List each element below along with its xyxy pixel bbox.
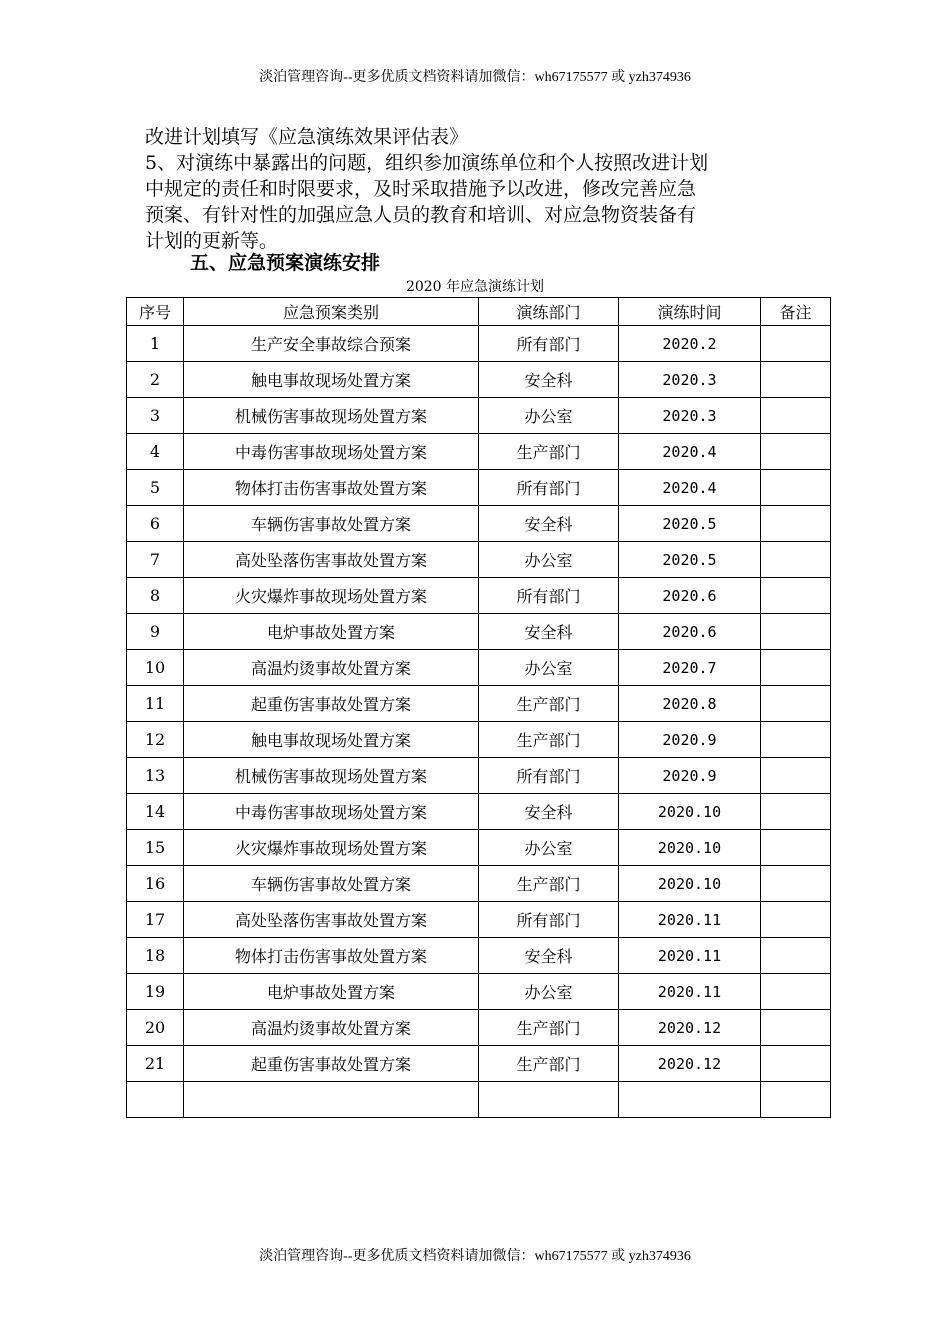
cell-time: 2020.3 [619, 398, 761, 434]
cell-no: 14 [127, 794, 184, 830]
cell-remark [761, 938, 831, 974]
cell-department: 安全科 [479, 506, 619, 542]
table-caption: 2020 年应急演练计划 [405, 279, 545, 295]
cell-category: 生产安全事故综合预案 [184, 326, 479, 362]
cell-remark [761, 866, 831, 902]
cell-time: 2020.4 [619, 470, 761, 506]
table-row [127, 722, 831, 758]
cell-remark [761, 434, 831, 470]
cell-time: 2020.7 [619, 650, 761, 686]
cell-department: 生产部门 [479, 434, 619, 470]
cell-no: 21 [127, 1046, 184, 1082]
body-line: 中规定的责任和时限要求，及时采取措施予以改进，修改完善应急 [145, 178, 697, 200]
table-row [127, 470, 831, 506]
cell-remark [761, 542, 831, 578]
cell-time: 2020.4 [619, 434, 761, 470]
cell-time: 2020.5 [619, 506, 761, 542]
body-line: 预案、有针对性的加强应急人员的教育和培训、对应急物资装备有 [145, 204, 697, 226]
header-cell-remark: 备注 [761, 298, 831, 326]
cell-department: 安全科 [479, 614, 619, 650]
cell-time: 2020.3 [619, 362, 761, 398]
cell-time: 2020.9 [619, 758, 761, 794]
cell-no: 9 [127, 614, 184, 650]
cell-remark [761, 614, 831, 650]
cell-time [619, 1082, 761, 1118]
cell-category: 高处坠落伤害事故处置方案 [184, 542, 479, 578]
cell-time: 2020.2 [619, 326, 761, 362]
cell-no: 4 [127, 434, 184, 470]
cell-remark [761, 470, 831, 506]
table-row [127, 758, 831, 794]
table-row [127, 326, 831, 362]
cell-no: 18 [127, 938, 184, 974]
cell-remark [761, 650, 831, 686]
cell-time: 2020.10 [619, 866, 761, 902]
table-row [127, 938, 831, 974]
cell-time: 2020.6 [619, 578, 761, 614]
cell-category [184, 1082, 479, 1118]
cell-time: 2020.11 [619, 974, 761, 1010]
table-row [127, 686, 831, 722]
cell-category: 高温灼烫事故处置方案 [184, 650, 479, 686]
cell-category: 物体打击伤害事故处置方案 [184, 938, 479, 974]
cell-department: 所有部门 [479, 758, 619, 794]
cell-category: 物体打击伤害事故处置方案 [184, 470, 479, 506]
cell-no: 15 [127, 830, 184, 866]
cell-no: 20 [127, 1010, 184, 1046]
cell-department: 所有部门 [479, 578, 619, 614]
cell-no [127, 1082, 184, 1118]
cell-department: 生产部门 [479, 1046, 619, 1082]
cell-department: 办公室 [479, 830, 619, 866]
cell-category: 触电事故现场处置方案 [184, 722, 479, 758]
body-line: 5、对演练中暴露出的问题，组织参加演练单位和个人按照改进计划 [145, 152, 709, 174]
cell-remark [761, 362, 831, 398]
cell-remark [761, 326, 831, 362]
cell-department: 安全科 [479, 794, 619, 830]
cell-department: 生产部门 [479, 722, 619, 758]
header-cell-category: 应急预案类别 [184, 298, 479, 326]
cell-department: 所有部门 [479, 470, 619, 506]
cell-department: 办公室 [479, 974, 619, 1010]
cell-remark [761, 1010, 831, 1046]
body-text [145, 124, 815, 254]
cell-department [479, 1082, 619, 1118]
section-heading: 五、应急预案演练安排 [190, 252, 381, 274]
cell-department: 安全科 [479, 362, 619, 398]
table-row [127, 362, 831, 398]
body-line: 改进计划填写《应急演练效果评估表》 [145, 126, 469, 148]
cell-category: 中毒伤害事故现场处置方案 [184, 794, 479, 830]
page-header: 淡泊管理咨询--更多优质文档资料请加微信：wh67175577 或 yzh374936 [259, 70, 691, 85]
cell-no: 10 [127, 650, 184, 686]
table-header-row [127, 298, 831, 326]
cell-no: 19 [127, 974, 184, 1010]
page-footer: 淡泊管理咨询--更多优质文档资料请加微信：wh67175577 或 yzh374936 [259, 1249, 691, 1264]
cell-no: 17 [127, 902, 184, 938]
table-row [127, 434, 831, 470]
cell-remark [761, 1082, 831, 1118]
table-row [127, 398, 831, 434]
cell-no: 5 [127, 470, 184, 506]
header-cell-no: 序号 [127, 298, 184, 326]
cell-time: 2020.9 [619, 722, 761, 758]
cell-time: 2020.12 [619, 1010, 761, 1046]
cell-time: 2020.5 [619, 542, 761, 578]
cell-category: 机械伤害事故现场处置方案 [184, 398, 479, 434]
cell-category: 火灾爆炸事故现场处置方案 [184, 830, 479, 866]
table-row [127, 1046, 831, 1082]
cell-no: 12 [127, 722, 184, 758]
cell-time: 2020.6 [619, 614, 761, 650]
cell-remark [761, 758, 831, 794]
cell-remark [761, 1046, 831, 1082]
cell-department: 生产部门 [479, 1010, 619, 1046]
cell-category: 车辆伤害事故处置方案 [184, 866, 479, 902]
cell-no: 16 [127, 866, 184, 902]
cell-category: 高温灼烫事故处置方案 [184, 1010, 479, 1046]
table-row [127, 506, 831, 542]
cell-remark [761, 686, 831, 722]
cell-category: 电炉事故处置方案 [184, 614, 479, 650]
cell-remark [761, 794, 831, 830]
cell-no: 11 [127, 686, 184, 722]
drill-plan-table [126, 297, 831, 1118]
cell-category: 高处坠落伤害事故处置方案 [184, 902, 479, 938]
cell-no: 3 [127, 398, 184, 434]
cell-time: 2020.8 [619, 686, 761, 722]
cell-time: 2020.11 [619, 902, 761, 938]
table-row [127, 650, 831, 686]
header-cell-department: 演练部门 [479, 298, 619, 326]
cell-remark [761, 974, 831, 1010]
cell-remark [761, 830, 831, 866]
cell-remark [761, 902, 831, 938]
cell-category: 中毒伤害事故现场处置方案 [184, 434, 479, 470]
table-row [127, 614, 831, 650]
cell-remark [761, 578, 831, 614]
cell-remark [761, 398, 831, 434]
cell-category: 起重伤害事故处置方案 [184, 1046, 479, 1082]
cell-department: 生产部门 [479, 866, 619, 902]
cell-category: 火灾爆炸事故现场处置方案 [184, 578, 479, 614]
table-row [127, 542, 831, 578]
cell-category: 电炉事故处置方案 [184, 974, 479, 1010]
table-row [127, 1010, 831, 1046]
cell-remark [761, 722, 831, 758]
cell-department: 办公室 [479, 650, 619, 686]
cell-department: 所有部门 [479, 326, 619, 362]
cell-no: 13 [127, 758, 184, 794]
body-line: 计划的更新等。 [145, 230, 279, 252]
table-row [127, 902, 831, 938]
table-row [127, 1082, 831, 1118]
cell-time: 2020.11 [619, 938, 761, 974]
cell-no: 6 [127, 506, 184, 542]
cell-no: 8 [127, 578, 184, 614]
cell-no: 7 [127, 542, 184, 578]
cell-time: 2020.10 [619, 794, 761, 830]
cell-department: 安全科 [479, 938, 619, 974]
cell-category: 机械伤害事故现场处置方案 [184, 758, 479, 794]
cell-no: 2 [127, 362, 184, 398]
table-row [127, 578, 831, 614]
cell-category: 触电事故现场处置方案 [184, 362, 479, 398]
cell-department: 所有部门 [479, 902, 619, 938]
cell-department: 办公室 [479, 542, 619, 578]
cell-time: 2020.10 [619, 830, 761, 866]
table-row [127, 866, 831, 902]
header-cell-time: 演练时间 [619, 298, 761, 326]
cell-no: 1 [127, 326, 184, 362]
table-row [127, 974, 831, 1010]
cell-category: 起重伤害事故处置方案 [184, 686, 479, 722]
cell-department: 生产部门 [479, 686, 619, 722]
cell-category: 车辆伤害事故处置方案 [184, 506, 479, 542]
cell-remark [761, 506, 831, 542]
table-row [127, 830, 831, 866]
table-row [127, 794, 831, 830]
cell-time: 2020.12 [619, 1046, 761, 1082]
cell-department: 办公室 [479, 398, 619, 434]
